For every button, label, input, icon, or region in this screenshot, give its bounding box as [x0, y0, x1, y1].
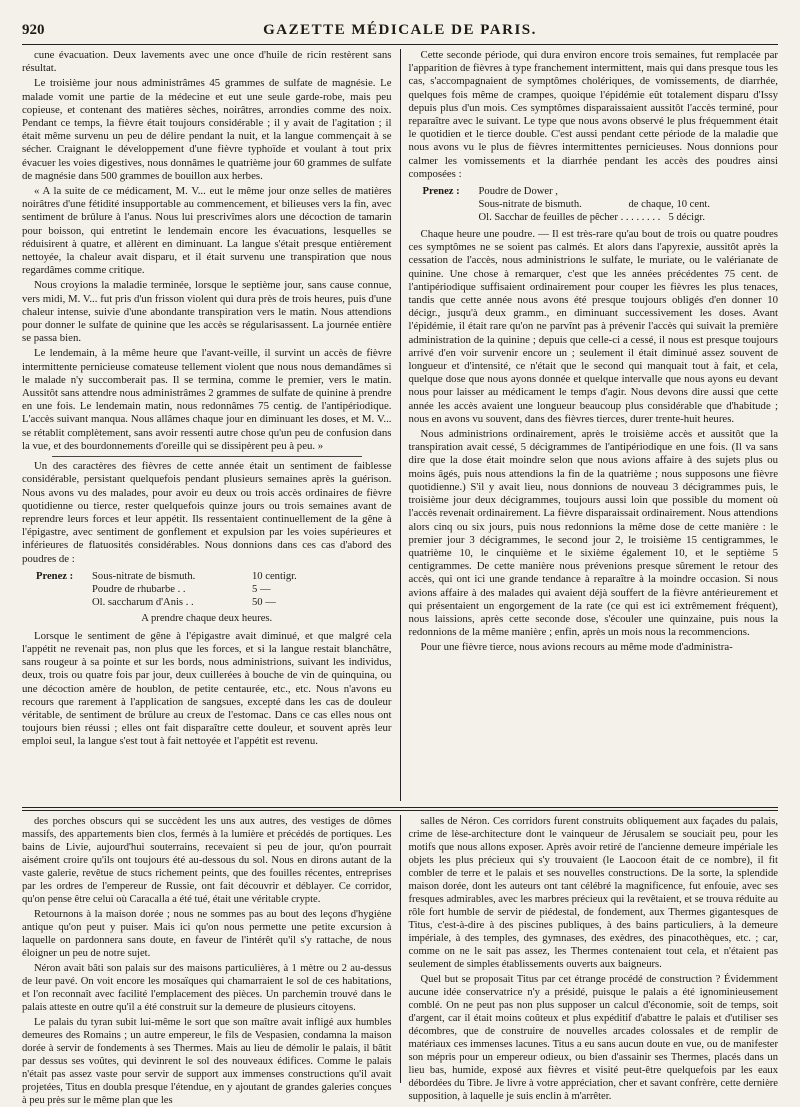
prescription-dose: 5 décigr. — [668, 212, 705, 224]
paragraph: Chaque heure une poudre. — Il est très-rare qu'au bout de trois ou quatre poudres ces symptômes ne se soient pas calmés. Et alors dans l'apyrexie, aussitôt après la cessation de l'accès, nous administrions le sulfate, le muriate, ou le valérianate de quinine. Une chose à remarquer, c'est que les années précédentes 75 cent. de l'antipériodique suffisaient ordinairement pour couper les fièvres les plus tenaces, tandis que cette année nous avons été presque toujours obligés d'en donner 10 décigr., jusqu'à deux gramm., en diminuant successivement les doses. Avant l'épidémie, il était rare qu'on ne parvînt pas à prévenir l'accès qui suivait la première administration de la quinine ; depuis que celle-ci a cessé, il nous est presque toujours arrivé d'en voir survenir encore un ; seulement il était diminué assez souvent de longueur et d'intensité, ce n'était que le second qui manquait tout à fait, et cela, quelque dose que nous ayons donnée et quelque intervalle que nous ayons eu devant nous pour laisser au médicament le temps d'agir. Nous devons dire aussi que cette année les accès avaient une longueur beaucoup plus considérable que d'habitude ; nous en avons vu souvent, dans des fièvres tierces, durer trente-huit heures. — [408, 228, 778, 425]
section-divider — [52, 456, 362, 457]
right-column — [401, 49, 779, 801]
prescription-dose: 5 — — [252, 583, 271, 595]
prescription-label: Prenez : — [422, 186, 460, 198]
prescription-dose: 10 centigr. — [252, 570, 297, 582]
prescription-item: Ol. saccharum d'Anis . . — [92, 596, 194, 608]
paragraph: Cette seconde période, qui dura environ encore trois semaines, fut remplacée par l'apparition de fièvres à type franchement intermittent, mais qui dans presque tous les cas, s'accompagnaient de symptômes cholériques, de vomissements, de diarrhée, quelques fois même de crampes, quoique l'épidémie eût totalement disparu d'Issy depuis plus d'un mois. Ces symptômes disparaissaient aussitôt l'accès terminé, pour reparaître avec le suivant. Le type que nous avons observé le plus fréquemment était le quotidien et le tierce double. C'est aussi pendant cette période de la maladie que nous avons vu le plus de fièvres intermittentes pernicieuses. Nous donnions pour calmer les vomissements et la diarrhée pendant les accès des poudres ainsi composées : — [408, 49, 778, 180]
paragraph: cune évacuation. Deux lavements avec une once d'huile de ricin restèrent sans résultat. — [22, 49, 392, 75]
paragraph: Le lendemain, à la même heure que l'avant-veille, il survint un accès de fièvre intermittente pernicieuse comateuse tellement violent que nous nous demandâmes si le malade n'y succomberait pas. Il se termina, comme le premier, vers le matin. Aussitôt sans attendre nous administrâmes 2 grammes de sulfate de quinine à prendre en une fois. Le lendemain matin, nous redonnâmes 75 centig. de l'antipériodique. L'accès suivant manqua. Nous allâmes chaque jour en diminuant les doses, et M. V... se rétablit complètement, sans avoir ressenti autre chose qu'un peu de confusion dans la vue, et des bourdonnements d'oreille qui se dissipèrent peu à peu. » — [22, 347, 392, 452]
prescription-item: Poudre de Dower , — [478, 186, 558, 198]
prescription — [36, 570, 392, 609]
page-header — [22, 22, 778, 45]
prescription-label: Prenez : — [36, 570, 74, 582]
paragraph: Le palais du tyran subit lui-même le sort que son maître avait infligé aux humbles demeures des Romains ; un autre empereur, le fils de Vespasien, condamna la maison dorée à servir de fondements à ses Thermes. Mais au lieu de démolir le palais, il bâtit par dessus ses voûtes, qui devinrent le sol des nouveaux édifices. Comme le palais n'était pas assez vaste pour servir de support aux immenses constructions qu'il avait projetées, Titus en doubla presque l'étendue, en y ajoutant de grandes galeries conçues à peu près sur le même plan que les — [22, 1017, 392, 1106]
left-column — [22, 49, 400, 801]
prescription-dose: 50 — — [252, 596, 276, 608]
paragraph: Retournons à la maison dorée ; nous ne sommes pas au bout des leçons d'hygiène antique qu'on peut y puiser. Mais ici qu'on nous permette une petite excursion à laquelle on pardonnera sans doute, en faveur de l'intérêt qu'il s'y rattache, de nous éloigner un peu de notre sujet. — [22, 909, 392, 959]
paragraph: Pour une fièvre tierce, nous avions recours au même mode d'administra- — [420, 641, 733, 654]
paragraph: « A la suite de ce médicament, M. V... eut le même jour onze selles de matières noirâtres d'une fétidité insupportable au commencement, et bilieuses vers la fin, avec sentiment de brûlure à l'anus. Nous lui prescrivîmes alors une décoction de tamarin pour boisson, qui entretint le lendemain encore les évacuations, lesquelles se réduisirent à quatre, et allèrent en diminuant. La langue s'était presque entièrement nettoyée, la chaleur avait disparu, et il était survenu une transpiration que nous regardâmes comme critique. — [22, 185, 392, 277]
prescription-item: Ol. Sacchar de feuilles de pêcher . . . . . . . . — [478, 212, 661, 224]
feuilleton — [22, 815, 778, 1106]
prescription-item: Poudre de rhubarbe . . — [92, 583, 186, 595]
paragraph: Néron avait bâti son palais sur des maisons particulières, à 1 mètre ou 2 au-dessus de leur pavé. On voit encore les mosaïques qui chamarraient le sol de ces habitations, et l'on reconnaît avec facilité l'emplacement des pièces. Un parchemin trouvé dans le palais atteste en outre qu'il a été construit sur la demeure de plusieurs citoyens. — [22, 963, 392, 1013]
paragraph: Lorsque le sentiment de gêne à l'épigastre avait diminué, et que malgré cela l'appétit ne revenait pas, non plus que les forces, et si la langue restait blanchâtre, sans rougeur à sa pointe et sur les bords, nous administrions, suivant les individus, deux, trois ou quatre fois par jour, deux cuillerées à bouche de vin de quinquina, ou une décoction amère de houblon, de petite centaurée, etc., etc. Nous n'avons eu recours que rarement à l'application de sangsues, excepté dans les cas de douleur véritable, de sentiment de brûlure au creux de l'estomac. Dans ce cas elles nous ont toujours bien réussi ; elles ont fait disparaître cette douleur, et souvent après leur emploi seul, la langue s'est tout à fait nettoyée et l'appétit est revenu. — [22, 629, 392, 748]
paragraph: des porches obscurs qui se succèdent les uns aux autres, des vestiges de dômes massifs, des appartements bien clos, fermés à la lumière et précédés de portiques. Les bains de Livie, aujourd'hui souterrains, recevaient si peu de jour, qu'on pourrait aisément croire qu'ils ont toujours été au-dessous du sol. Nous en dirons autant de la vaste galerie, revêtue de stucs richement peints, que des fouilles récentes, entreprises par les ordres de l'empereur de Russie, ont fait découvrir et déblayer. Ce corridor, qu'on pense être celui où Caracalla a été tué, était une véritable crypte. — [22, 816, 392, 905]
paragraph: Nous croyions la maladie terminée, lorsque le septième jour, sans cause connue, vers midi, M. V... fut pris d'un frisson violent qui dura près de trois heures, puis d'une chaleur intense, suivie d'une abondante transpiration vers le matin. Nous attendions pour donner le sulfate de quinine que les accès se régularisassent. La journée entière se passa bien. — [22, 279, 392, 345]
main-article — [22, 49, 778, 801]
feuilleton-left-column — [22, 815, 400, 1106]
feuilleton-rule — [22, 807, 778, 811]
paragraph: salles de Néron. Ces corridors furent construits obliquement aux façades du palais, crime de lèse-architecture dont le vainqueur de Jérusalem se souciait peu, pour les motifs que nous allons exposer. Après avoir retiré de l'ancienne demeure impériale les objets les plus précieux qui s'y trouvaient (le Laocoon était de ce nombre), il fit combler de terre et le palais et ses nouvelles constructions. De la sorte, la splendide maison dorée, dont les auteurs ont tant célébré la magnificence, fut enfouie, avec ses fresques admirables, avec les marbres précieux qui la revêtaient, et se trouva réduite au rôle fort humble de servir de piédestal, de fondement, aux Thermes gigantesques de Titus, c'est-à-dire à des piscines publiques, à des bains particuliers, à la demeure impériale, à des temples, des gymnases, des exèdres, des pinacothèques, etc. ; car, comme on ne le sait pas assez, les Thermes contenaient tout cela, et n'étaient pas seulement de simples établissements ouverts aux baigneurs. — [408, 816, 778, 970]
feuilleton-right-column — [401, 815, 779, 1102]
journal-title: GAZETTE MÉDICALE DE PARIS. — [263, 22, 537, 38]
prescription-dose: de chaque, 10 cent. — [628, 199, 710, 211]
prescription-item: Sous-nitrate de bismuth. — [478, 199, 582, 211]
paragraph: Un des caractères des fièvres de cette année était un sentiment de faiblesse considérable, persistant quelquefois pendant plusieurs semaines après la guérison. Nous avons vu des malades, pour avoir eu deux ou trois accès ordinaires de fièvre quotidienne ou tierce, rester quelquefois quinze jours ou trois semaines avant de reprendre leurs forces et leur appétit. Ils ressentaient continuellement de la gêne à l'épigastre, avec sentiment de gonflement et expulsion par les voies supérieures et inférieures de flatuosités considérables. Nous donnions dans ces cas d'abord des poudres de : — [22, 460, 392, 565]
page-number: 920 — [22, 22, 45, 38]
paragraph: Le troisième jour nous administrâmes 45 grammes de sulfate de magnésie. Le malade vomit une partie de la médecine et eut une seule garde-robe, mais peu copieuse, et contenant des matières sèches, noirâtres, arrondies comme des noix. Pendant ce temps, la fièvre était toujours considérable ; il y avait de l'agitation ; il était même survenu un peu de délire pendant la nuit, et la langue commençait à se sécher. Craignant le développement d'une fièvre typhoïde et voulant à tout prix évacuer les voies digestives, nous donnâmes le quatrième jour 60 grammes de sulfate de magnésie dans 500 grammes de bouillon aux herbes. — [22, 77, 392, 182]
paragraph: Quel but se proposait Titus par cet étrange procédé de construction ? Évidemment aucune idée conservatrice n'y a présidé, puisque le palais a été ignominieusement comblé. On ne peut pas non plus supposer un calcul d'économie, soit de temps, soit d'argent, car il était moins coûteux et plus expéditif d'abattre le palais et d'utiliser ses décombres, que de construire de nouvelles arcades colossales et de remplir de matériaux ces immenses lacunes. Titus a eu sans aucun doute en vue, ou de manifester son mépris pour un empereur odieux, ou bien d'assainir ses Thermes, placés dans un lieu bas, humide, exposé aux fièvres et visité peut-être quelquefois par les eaux débordées du Tibre. Je livre à votre appréciation, cher et savant confrère, cette dernière supposition, à laquelle je suis enclin à m'arrêter. — [408, 974, 778, 1102]
prescription — [423, 185, 779, 224]
paragraph: Nous administrions ordinairement, après le troisième accès et aussitôt que la transpiration avait cessé, 5 décigrammes de l'antipériodique en une fois. (Il va sans dire que la dose était moindre selon que nous avions affaire à des sujets plus ou moins âgés, puis nous attendions la fin de la quatrième ; nous supposons une fièvre quotidienne.) S'il y avait lieu, nous donnions de nouveau 3 décigrammes puis, le troisième jour deux décigrammes, toujours aussi loin que possible du moment où l'accès revenait ordinairement. La fièvre disparaissait ordinairement. Nous attendions alors cinq ou six jours, puis nous redonnions la même dose de cette manière : le premier jour 3 décigrammes, le second jour 2, le troisième 15 centigrammes, le quatrième 10, le cinquième et le sixième également 10, et le septième 5 centigrammes. De cette manière nous prévenions presque sûrement le retour des accès, qui ont ici une grande tendance à reparaître à la moindre occasion. Si nous avions affaire à des malades qui avaient déjà souffert de la fièvre antérieurement et qui présentaient un engorgement de la rate (ce qui est ici extrêmement fréquent), nous laissions, après cette seconde dose, s'écouler une quinzaine, puis nous la redonnions de la même manière ; enfin, après un mois nous la recommencions. — [408, 428, 778, 639]
prescription-instruction: A prendre chaque deux heures. — [141, 612, 273, 624]
prescription-item: Sous-nitrate de bismuth. — [92, 570, 196, 582]
